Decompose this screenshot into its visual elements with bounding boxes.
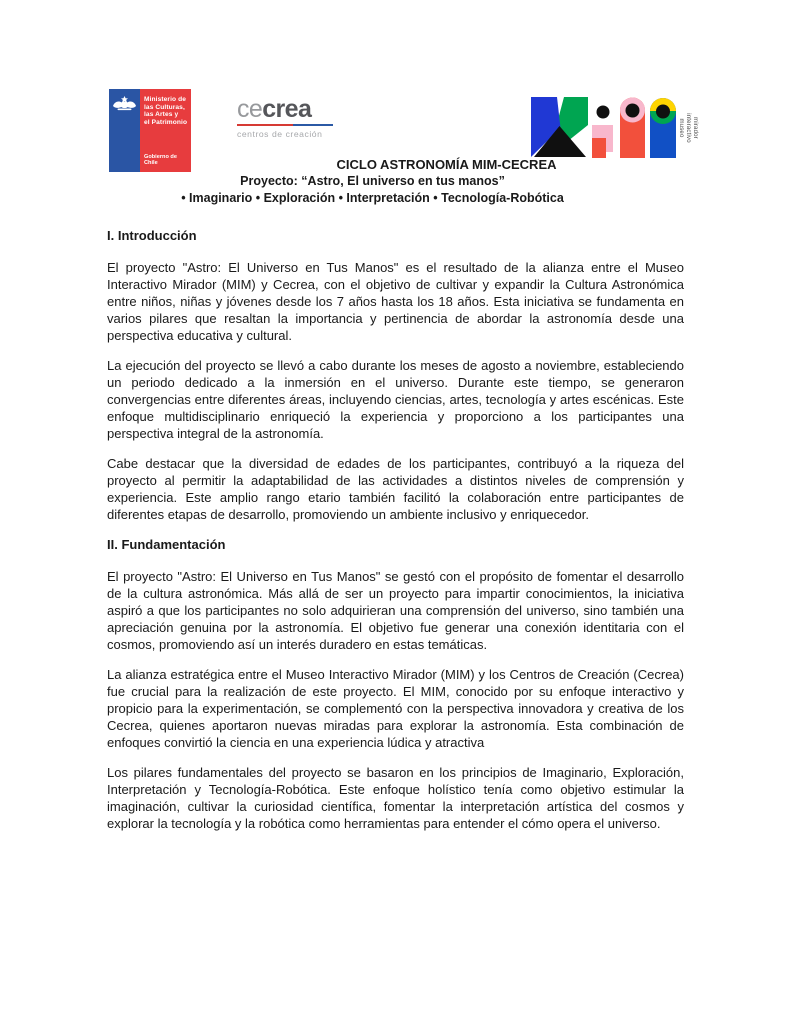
paragraph: El proyecto "Astro: El Universo en Tus Manos" es el resultado de la alianza entre el Museo Interactivo Mirador (MIM) y Cecrea, con el objetivo de cultivar y expandir la Cultura Astronómica entre niños, niñas y jóvenes desde los 7 años hasta los 18 años. Esta iniciativa se fundamenta en varios pilares que resaltan la importancia y pertinencia de abordar la astronomía desde una perspectiva educativa y cultural.: [107, 260, 684, 343]
mim-logo-icon: [531, 95, 701, 161]
paragraph: La alianza estratégica entre el Museo Interactivo Mirador (MIM) y los Centros de Creación (Cecrea) fue crucial para la realización de este proyecto. El MIM, conocido por su enfoque interactivo y propicio para la experimentación, se complementó con la perspectiva innovadora y creativa de los Cecrea, quienes aportaron nuevas miradas para explorar la astronomía. Esta combinación de enfoques convirtió la ciencia en una experiencia lúdica y atractiva: [107, 667, 684, 750]
section-heading-introduccion: I. Introducción: [107, 228, 197, 243]
ministry-name: Ministerio de las Culturas, las Artes y el Patrimonio: [144, 96, 188, 126]
paragraph: Cabe destacar que la diversidad de edades de los participantes, contribuyó a la riqueza del proyecto al permitir la adaptabilidad de las actividades a distintos niveles de comprensión y experiencia. Este amplio rango etario también facilitó la colaboración entre participantes de diferentes etapas de desarrollo, promoviendo un ambiente inclusivo y enriquecedor.: [107, 456, 684, 522]
mim-arch-red: [620, 98, 645, 159]
page-subtitle: Proyecto: “Astro, El universo en tus manos”: [240, 174, 505, 188]
paragraph: El proyecto "Astro: El Universo en Tus Manos" se gestó con el propósito de fomentar el desarrollo de la cultura astronómica. Más allá de ser un proyecto para impartir conocimientos, la iniciativa aspiró a que los participantes no solo adquirieran una comprensión del universo, sino también una apreciación genuina por la astronomía. El objetivo fue generar una conexión identitaria con el cosmos, promoviendo así un interés duradero en estas temáticas.: [107, 569, 684, 652]
cecrea-wordmark: cecrea: [237, 95, 312, 123]
cecrea-underline: [237, 124, 333, 126]
paragraph: La ejecución del proyecto se llevó a cabo durante los meses de agosto a noviembre, estableciendo un periodo dedicado a la inmersión en el universo. Durante este tiempo, se generaron convergencias entre diferentes áreas, incluyendo ciencias, artes, tecnología y artes escénicas. Este enfoque multidisciplinario enriqueció la experiencia y proporciono a los participantes una perspectiva integral de la astronomía.: [107, 358, 684, 441]
cecrea-logo: [237, 97, 333, 139]
section-heading-fundamentacion: II. Fundamentación: [107, 537, 226, 552]
mim-letter-i: [592, 106, 613, 159]
mim-arch-blue: [650, 98, 676, 158]
mim-letter-m: [531, 97, 588, 157]
document-body: [107, 227, 684, 845]
page-pillars: • Imaginario • Exploración • Interpretación • Tecnología-Robótica: [181, 191, 564, 205]
title-block: [0, 156, 791, 207]
mim-vertical-text: mirador interactivo museo: [678, 113, 698, 143]
cecrea-tagline: centros de creación: [237, 129, 323, 139]
paragraph: Los pilares fundamentales del proyecto se basaron en los principios de Imaginario, Exploración, Interpretación y Tecnología-Robótica. Este enfoque holístico tenía como objetivo estimular la imaginación, cultivar la curiosidad científica, fomentar la interpretación artística del cosmos y explorar la tecnología y la robótica como herramientas para entender el cómo opera el universo.: [107, 765, 684, 831]
government-of-chile-label: Gobierno de Chile: [144, 154, 177, 166]
coat-of-arms-icon: [111, 95, 138, 113]
page-title: CICLO ASTRONOMÍA MIM-CECREA: [336, 157, 557, 172]
